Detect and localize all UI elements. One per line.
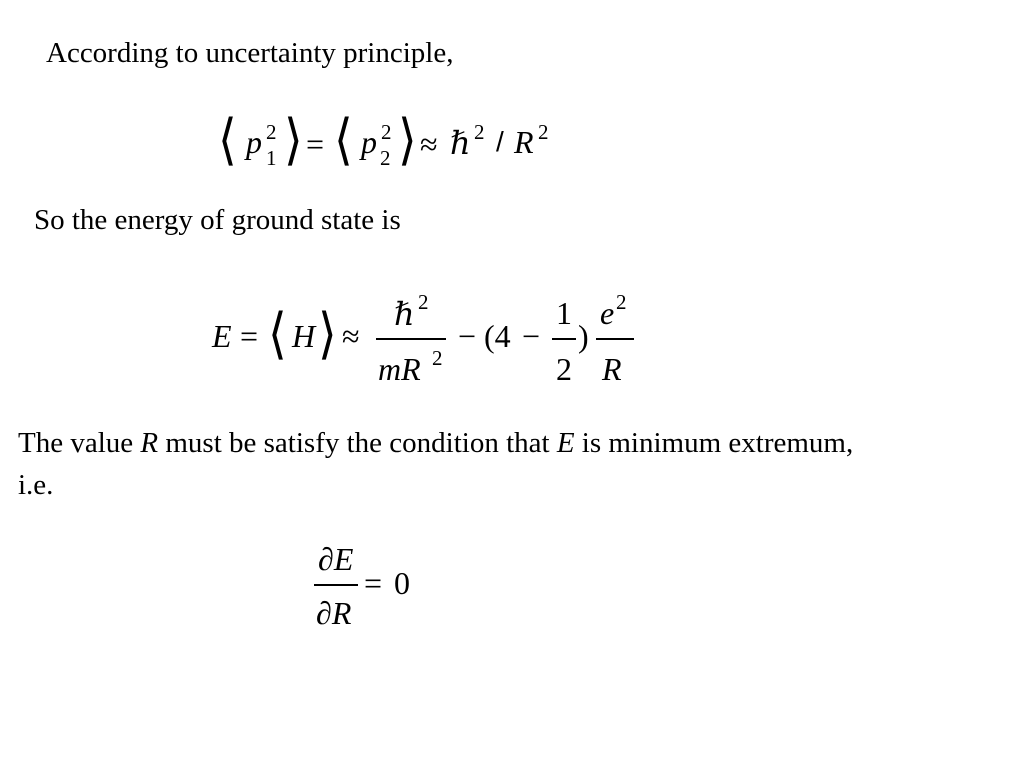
- denominator-two: 2: [556, 351, 572, 387]
- right-angle-bracket: ⟩: [284, 110, 303, 172]
- superscript-2: 2: [616, 290, 627, 314]
- subscript-2: 2: [380, 146, 391, 170]
- numerator-one: 1: [556, 295, 572, 331]
- superscript-2: 2: [418, 290, 429, 314]
- intro-text: According to uncertainty principle,: [46, 37, 454, 69]
- right-angle-bracket: ⟩: [398, 110, 417, 172]
- approx-sign: ≈: [342, 318, 360, 354]
- hbar-symbol: ℏ: [450, 125, 471, 161]
- condition-text-part: is minimum extremum,: [574, 427, 854, 459]
- ie-text: i.e.: [18, 469, 54, 501]
- paren-four: (4: [484, 318, 511, 354]
- condition-text-part: must be satisfy the condition that: [158, 427, 557, 459]
- fraction-bar: [314, 584, 358, 586]
- variable-R: R: [140, 427, 159, 459]
- radius-R: R: [602, 351, 622, 387]
- equals-sign: =: [240, 318, 259, 354]
- approx-sign: ≈: [420, 126, 438, 162]
- hamiltonian-H: H: [292, 318, 316, 354]
- superscript-2: 2: [432, 346, 443, 370]
- partial-R: ∂R: [316, 595, 352, 631]
- left-angle-bracket: ⟨: [218, 110, 237, 172]
- right-angle-bracket: ⟩: [318, 304, 337, 366]
- left-angle-bracket: ⟨: [334, 110, 353, 172]
- momentum-p1: p: [246, 124, 262, 160]
- minus-sign: −: [522, 318, 541, 354]
- superscript-2: 2: [474, 120, 485, 144]
- superscript-2: 2: [381, 120, 392, 144]
- condition-text-part: The value: [18, 427, 141, 459]
- equals-sign: =: [364, 565, 383, 601]
- equals-sign: =: [306, 126, 325, 162]
- zero: 0: [394, 565, 410, 601]
- radius-R: R: [514, 124, 534, 160]
- mass-radius-mR: mR: [378, 351, 421, 387]
- variable-E: E: [556, 427, 575, 459]
- partial-E: ∂E: [318, 541, 354, 577]
- superscript-2: 2: [538, 120, 549, 144]
- ground-state-text: So the energy of ground state is: [34, 204, 401, 236]
- subscript-1: 1: [266, 146, 277, 170]
- minus-sign: −: [458, 318, 477, 354]
- charge-e: e: [600, 295, 615, 331]
- close-paren: ): [578, 318, 589, 354]
- division-slash: /: [496, 126, 504, 157]
- energy-E: E: [212, 318, 232, 354]
- left-angle-bracket: ⟨: [268, 304, 287, 366]
- hbar-symbol: ℏ: [394, 296, 415, 332]
- momentum-p2: p: [361, 124, 377, 160]
- superscript-2: 2: [266, 120, 277, 144]
